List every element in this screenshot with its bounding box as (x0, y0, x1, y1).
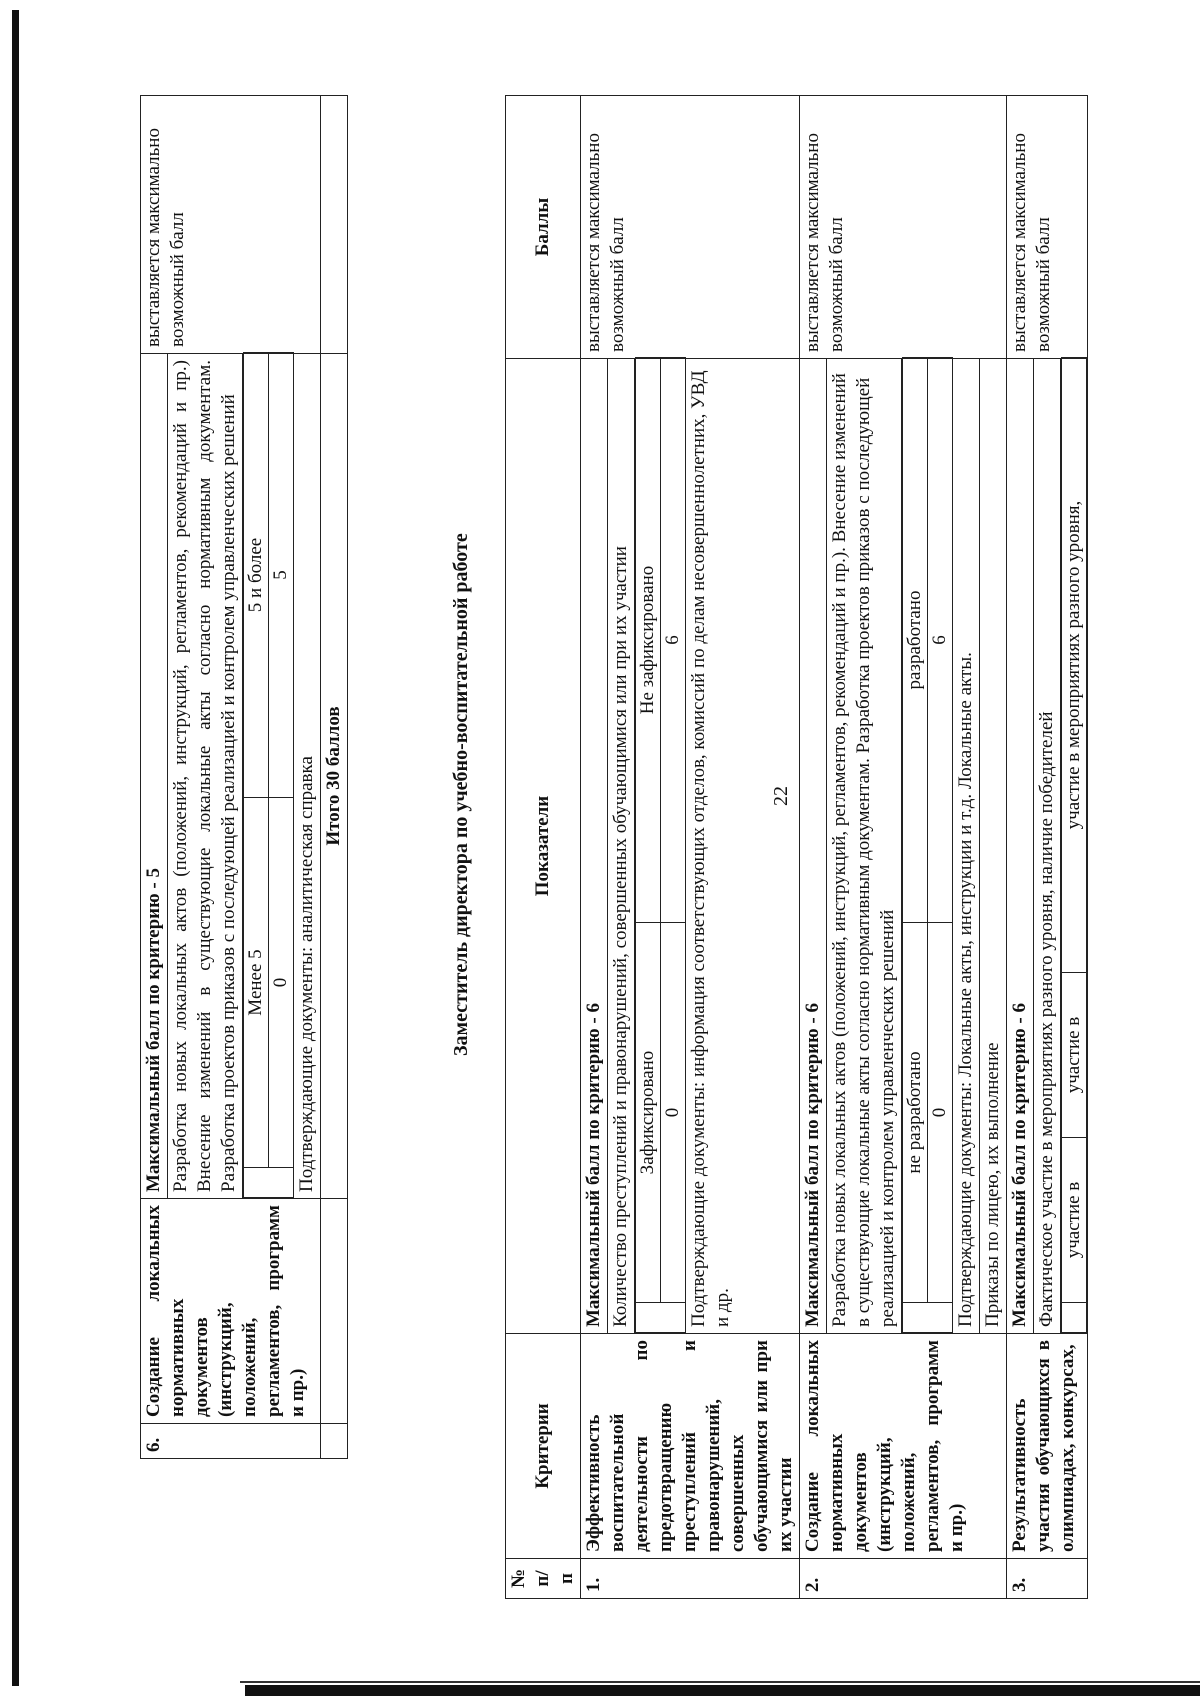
table-row (141, 96, 321, 1459)
max-score-label: Максимальный балл по критерию - 6 (581, 359, 608, 1333)
option-label: участие в (1062, 973, 1087, 1138)
indicator-description: Разработка новых локальных актов (положений, инструкций, регламентов, рекомендаций и пр.). Внесение изменений в существующие локальные акты согласно нормативным документам. Разработка проектов приказов с последующей реализацией и контролем управленческих решений (827, 359, 902, 1333)
points-text: выставляется максимально возможный балл (1007, 96, 1088, 359)
points-text: выставляется максимально возможный балл (141, 96, 321, 354)
option-label: Не зафиксировано (636, 358, 661, 923)
table-row (800, 96, 1007, 1599)
header-num: № п/п (506, 1559, 581, 1599)
table-header-row (506, 96, 581, 1599)
option-label: не разработано (903, 923, 928, 1303)
indicator-description: Фактическое участие в мероприятиях разного уровня, наличие победителей (1034, 359, 1061, 1333)
supporting-documents: Подтверждающие документы: аналитическая справка (296, 756, 317, 1192)
options-grid (635, 357, 686, 1333)
indicator-cell (141, 354, 321, 1199)
supporting-documents: Подтверждающие документы: информация соответствующих отделов, комиссий по делам несовершеннолетних, УВД и др. (688, 370, 733, 1327)
criterion-text: Создание локальных нормативных документов (инструкций, положений, регламентов, программ и пр.) (141, 1199, 321, 1424)
row-number: 2. (800, 1559, 1007, 1599)
table-row (581, 96, 800, 1599)
option-label: разработано (903, 358, 928, 923)
indicator-cell (1007, 359, 1088, 1334)
indicator-description: Количество преступлений и правонарушений, совершенных обучающимися или при их участии (608, 359, 635, 1333)
supporting-orders: Приказы по лицею, их выполнение (982, 1042, 1003, 1327)
option-score: 0 (661, 923, 686, 1303)
section-heading: Заместитель директора по учебно-воспитательной работе (450, 533, 472, 1056)
indicator-cell (800, 359, 1007, 1334)
supporting-documents: Подтверждающие документы: Локальные акты, инструкции и т.д. Локальные акты. (953, 359, 980, 1333)
options-grid (902, 357, 953, 1333)
option-score: 5 (269, 353, 294, 798)
table-row (321, 96, 348, 1459)
page-number: 22 (770, 786, 792, 806)
criteria-table-continued (140, 95, 348, 1459)
table-row (1007, 96, 1088, 1599)
option-label: Зафиксировано (636, 923, 661, 1303)
header-criteria: Критерии (506, 1334, 581, 1559)
header-indicators: Показатели (506, 359, 581, 1334)
total-score: Итого 30 баллов (321, 354, 348, 1199)
option-label: 5 и более (244, 353, 269, 798)
max-score-label: Максимальный балл по критерию - 6 (1007, 359, 1034, 1333)
option-score: 0 (928, 923, 953, 1303)
criteria-table (505, 95, 1088, 1599)
header-points: Баллы (506, 96, 581, 359)
indicator-description: Разработка новых локальных актов (положений, инструкций, регламентов, рекомендаций и пр.) Внесение изменений в существующие локальные акты согласно нормативным документам. Разработка проектов приказов с последующей реализацией и контролем управленческих решений (168, 354, 243, 1198)
criterion-text: Создание локальных нормативных документов (инструкций, положений, регламентов, программ и пр.) (800, 1334, 1007, 1559)
option-score: 0 (269, 798, 294, 1168)
row-number: 6. (141, 1424, 321, 1459)
criterion-text: Результативность участия обучающихся в олимпиадах, конкурсах, (1007, 1334, 1088, 1559)
indicator-cell (581, 359, 800, 1334)
option-score: 6 (928, 358, 953, 923)
max-score-label: Максимальный балл по критерию - 6 (800, 359, 827, 1333)
points-text: выставляется максимально возможный балл (581, 96, 800, 359)
option-label: Менее 5 (244, 798, 269, 1168)
options-grid (1061, 357, 1087, 1333)
points-text: выставляется максимально возможный балл (800, 96, 1007, 359)
max-score-label: Максимальный балл по критерию - 5 (141, 354, 168, 1198)
option-score: 6 (661, 358, 686, 923)
option-label: участие в (1062, 1138, 1087, 1303)
option-label: участие в мероприятиях разного уровня, (1062, 358, 1087, 973)
criterion-text: Эффективность воспитательной деятельности по предотвращению преступлений и правонарушений, совершенных обучающимися или при их участии (581, 1334, 800, 1559)
options-grid (243, 352, 294, 1198)
row-number: 1. (581, 1559, 800, 1599)
row-number: 3. (1007, 1559, 1088, 1599)
